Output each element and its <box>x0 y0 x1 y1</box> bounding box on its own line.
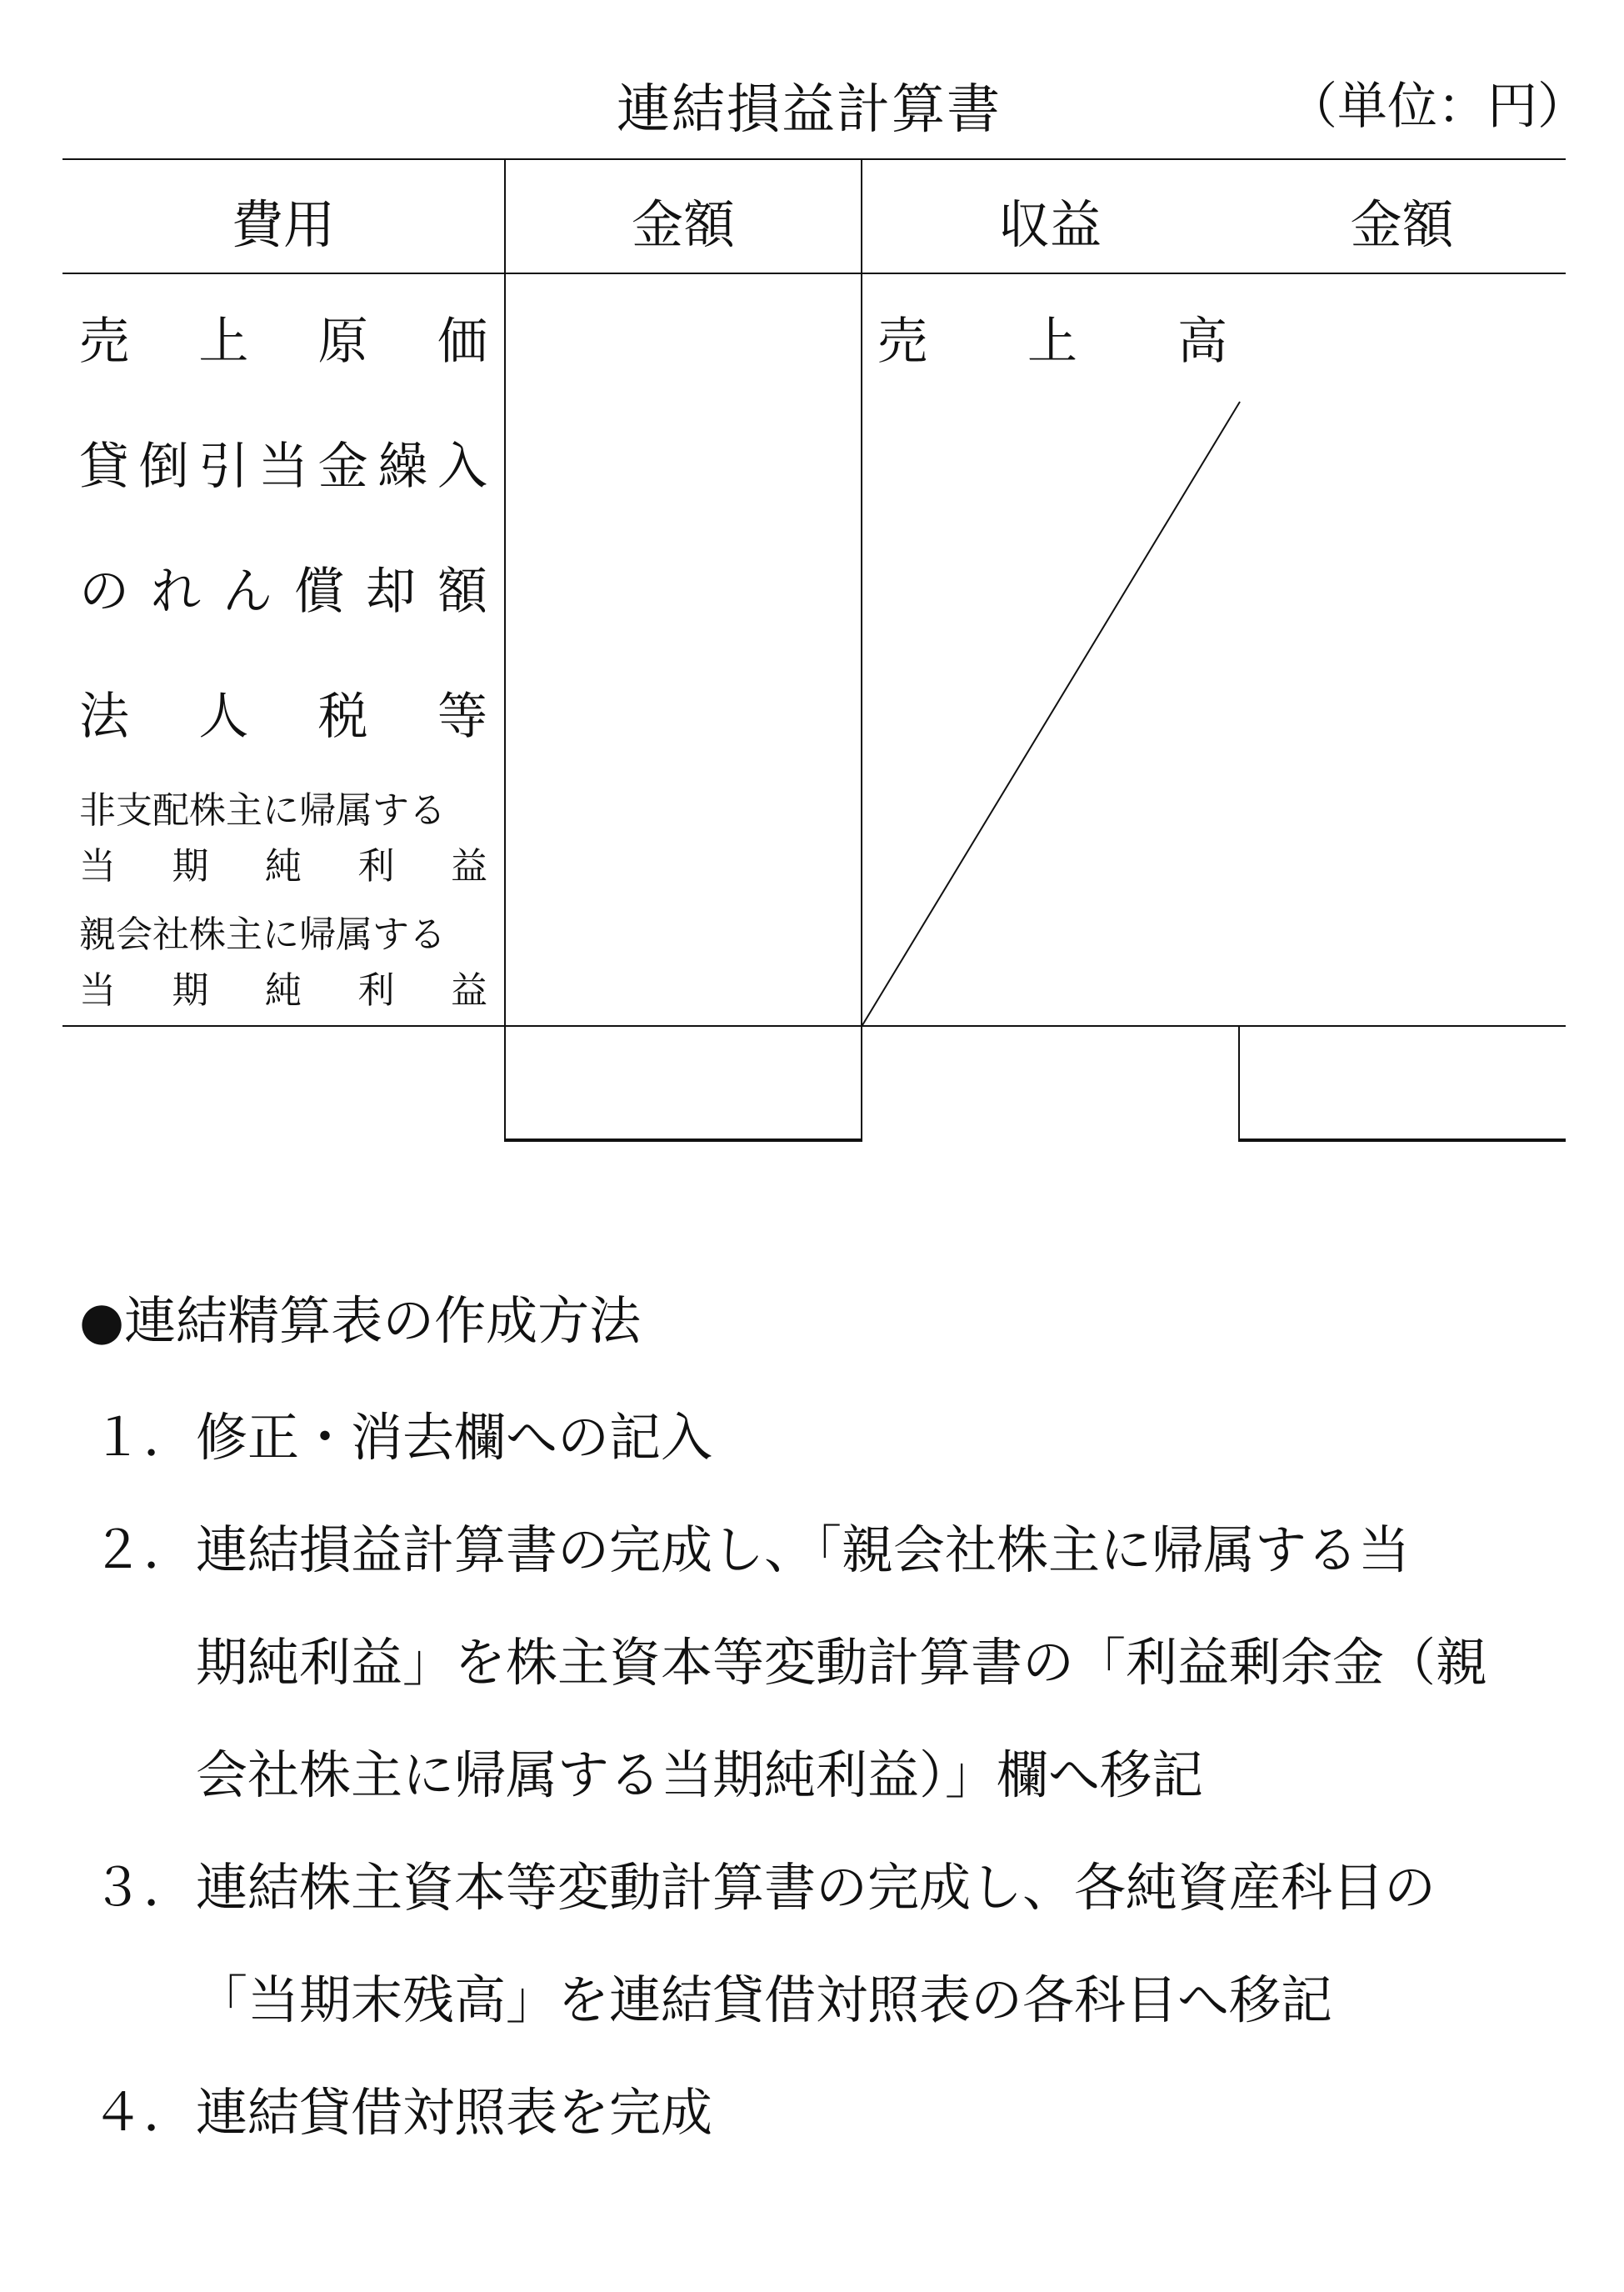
header-bottom-border <box>62 273 1566 274</box>
step-3 <box>92 1846 1436 1920</box>
body-bottom-border <box>62 1025 1566 1027</box>
revenue-total-left-border <box>1238 1025 1240 1142</box>
expense-item-nci-line2: 当 期 純 利 益 <box>79 845 487 888</box>
expense-item-bad-debt-provision: 貸 倒 引 当 金 繰 入 <box>79 438 487 496</box>
step-text: 連結貸借対照表を完成 <box>196 2082 713 2143</box>
method-title: ●連結精算表の作成方法 <box>79 1290 642 1351</box>
header-revenue: 収益 <box>997 194 1102 255</box>
step-1 <box>92 1396 712 1470</box>
expense-item-income-taxes: 法 人 税 等 <box>79 688 487 746</box>
header-expense-amount: 金額 <box>631 194 735 255</box>
revenue-left-border <box>861 158 862 1142</box>
step-number: ３． <box>92 1857 196 1918</box>
expense-item-goodwill-amortization: の れ ん 償 却 額 <box>79 563 487 621</box>
revenue-total-underline <box>1238 1138 1566 1142</box>
statement-title: 連結損益計算書 <box>617 79 1002 141</box>
expense-item-parent-line1: 親会社株主に帰属する <box>79 913 446 956</box>
step-2-line-2: 期純利益」を株主資本等変動計算書の「利益剰余金（親 <box>196 1632 1488 1693</box>
unit-label: （単位：円） <box>1287 78 1587 136</box>
step-text: 連結株主資本等変動計算書の完成し、各純資産科目の <box>196 1857 1437 1918</box>
header-expense: 費用 <box>231 194 335 255</box>
expense-item-nci-line1: 非支配株主に帰属する <box>79 789 446 832</box>
step-2-line-3: 会社株主に帰属する当期純利益）」欄へ移記 <box>196 1744 1204 1805</box>
step-3-line-2: 「当期末残高」を連結貸借対照表の各科目へ移記 <box>196 1969 1333 2030</box>
revenue-item-sales: 売 上 高 <box>877 313 1227 371</box>
table-top-border <box>62 158 1566 160</box>
step-number: ４． <box>92 2082 196 2143</box>
expense-item-cost-of-sales: 売 上 原 価 <box>79 313 487 371</box>
step-4 <box>92 2071 712 2145</box>
expense-item-parent-line2: 当 期 純 利 益 <box>79 969 487 1012</box>
step-number: ２． <box>92 1519 196 1580</box>
step-text: 修正・消去欄への記入 <box>196 1407 713 1468</box>
step-text: 連結損益計算書の完成し、「親会社株主に帰属する当 <box>196 1519 1411 1580</box>
expense-total-underline <box>504 1138 862 1142</box>
step-2 <box>92 1509 1410 1583</box>
header-revenue-amount: 金額 <box>1350 194 1454 255</box>
step-number: １． <box>92 1407 196 1468</box>
expense-amount-left-border <box>504 158 506 1142</box>
